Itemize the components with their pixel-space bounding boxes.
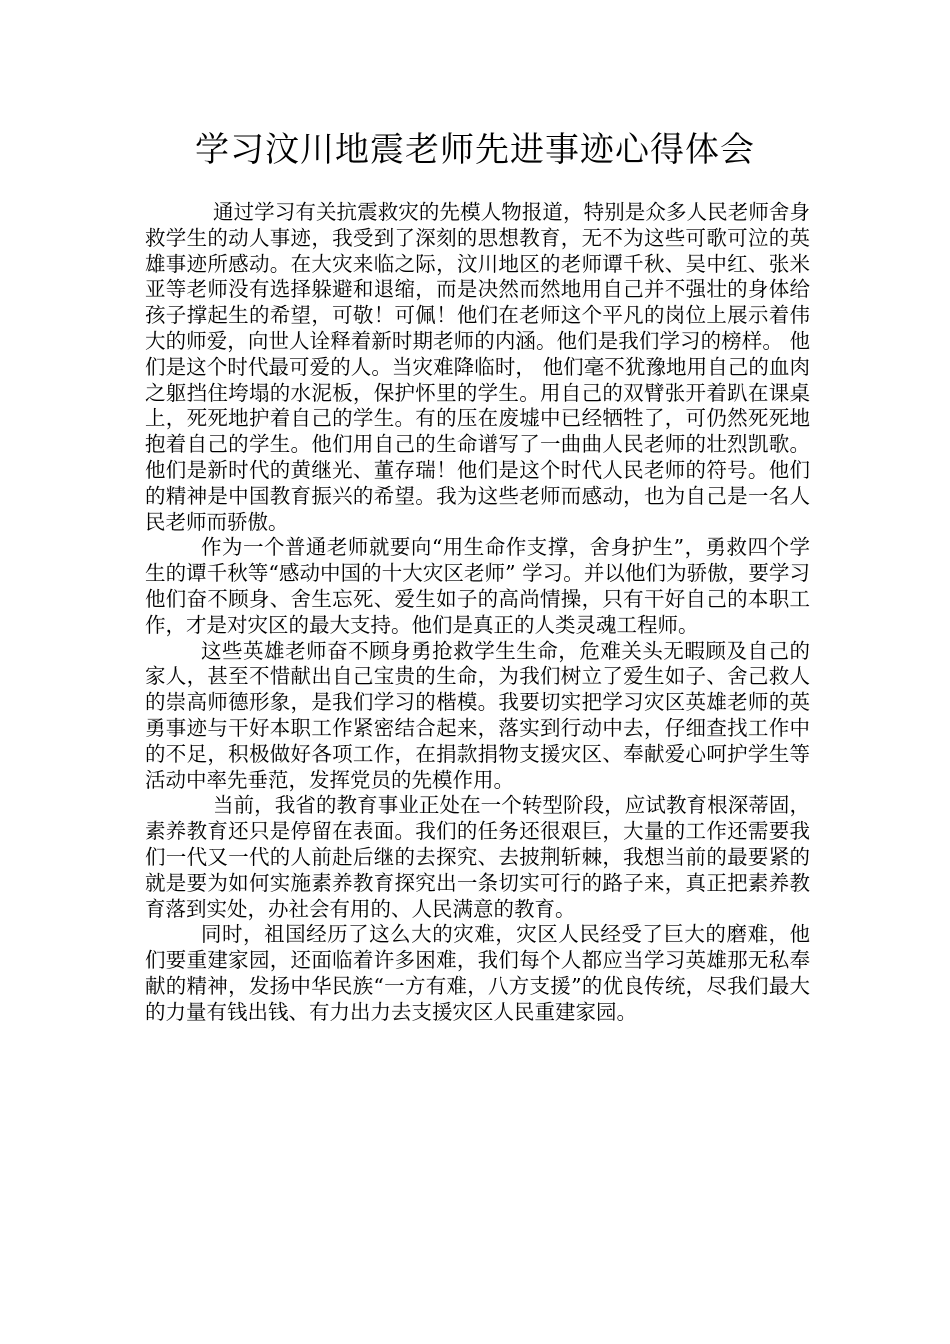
paragraph-3: 这些英雄老师奋不顾身勇抢救学生生命，危难关头无暇顾及自己的家人，甚至不惜献出自己宝贵的生命，为我们树立了爱生如子、舍己救人的崇高师德形象，是我们学习的楷模。我要切实把学习灾区英雄老师的英勇事迹与干好本职工作紧密结合起来，落实到行动中去，仔细查找工作中的不足，积极做好各项工作，在捐款捐物支援灾区、奉献爱心呵护学生等活动中率先垂范，发挥党员的先模作用。 bbox=[145, 638, 810, 792]
paragraph-2: 作为一个普通老师就要向“用生命作支撑，舍身护生”，勇救四个学生的谭千秋等“感动中国的十大灾区老师” 学习。并以他们为骄傲，要学习他们奋不顾身、舍生忘死、爱生如子的高尚情操，只有干好自己的本职工作，才是对灾区的最大支持。他们是真正的人类灵魂工程师。 bbox=[145, 535, 810, 637]
paragraph-5: 同时，祖国经历了这么大的灾难，灾区人民经受了巨大的磨难，他们要重建家园，还面临着许多困难，我们每个人都应当学习英雄那无私奉献的精神，发扬中华民族“一方有难，八方支援”的优良传统，尽我们最大的力量有钱出钱、有力出力去支援灾区人民重建家园。 bbox=[145, 922, 810, 1024]
document-title: 学习汶川地震老师先进事迹心得体会 bbox=[195, 130, 755, 170]
paragraph-4: 当前，我省的教育事业正处在一个转型阶段，应试教育根深蒂固，素养教育还只是停留在表面。我们的任务还很艰巨，大量的工作还需要我们一代又一代的人前赴后继的去探究、去披荆斩棘，我想当前的最要紧的就是要为如何实施素养教育探究出一条切实可行的路子来，真正把素养教育落到实处，办社会有用的、人民满意的教育。 bbox=[145, 793, 810, 921]
paragraph-1: 通过学习有关抗震救灾的先模人物报道，特别是众多人民老师舍身救学生的动人事迹，我受到了深刻的思想教育，无不为这些可歌可泣的英雄事迹所感动。在大灾来临之际，汶川地区的老师谭千秋、吴中红、张米亚等老师没有选择躲避和退缩，而是决然而然地用自己并不强壮的身体给孩子撑起生的希望，可敬！可佩！他们在老师这个平凡的岗位上展示着伟大的师爱，向世人诠释着新时期老师的内涵。他们是我们学习的榜样。 他们是这个时代最可爱的人。当灾难降临时， 他们毫不犹豫地用自己的血肉之躯挡住垮塌的水泥板，保护怀里的学生。用自己的双臂张开着趴在课桌上，死死地护着自己的学生。有的压在废墟中已经牺牲了，可仍然死死地抱着自己的学生。他们用自己的生命谱写了一曲曲人民老师的壮烈凯歌。他们是新时代的黄继光、董存瑞！他们是这个时代人民老师的符号。他们的精神是中国教育振兴的希望。我为这些老师而感动，也为自己是一名人民老师而骄傲。 bbox=[145, 200, 810, 534]
document-body bbox=[145, 200, 810, 1026]
